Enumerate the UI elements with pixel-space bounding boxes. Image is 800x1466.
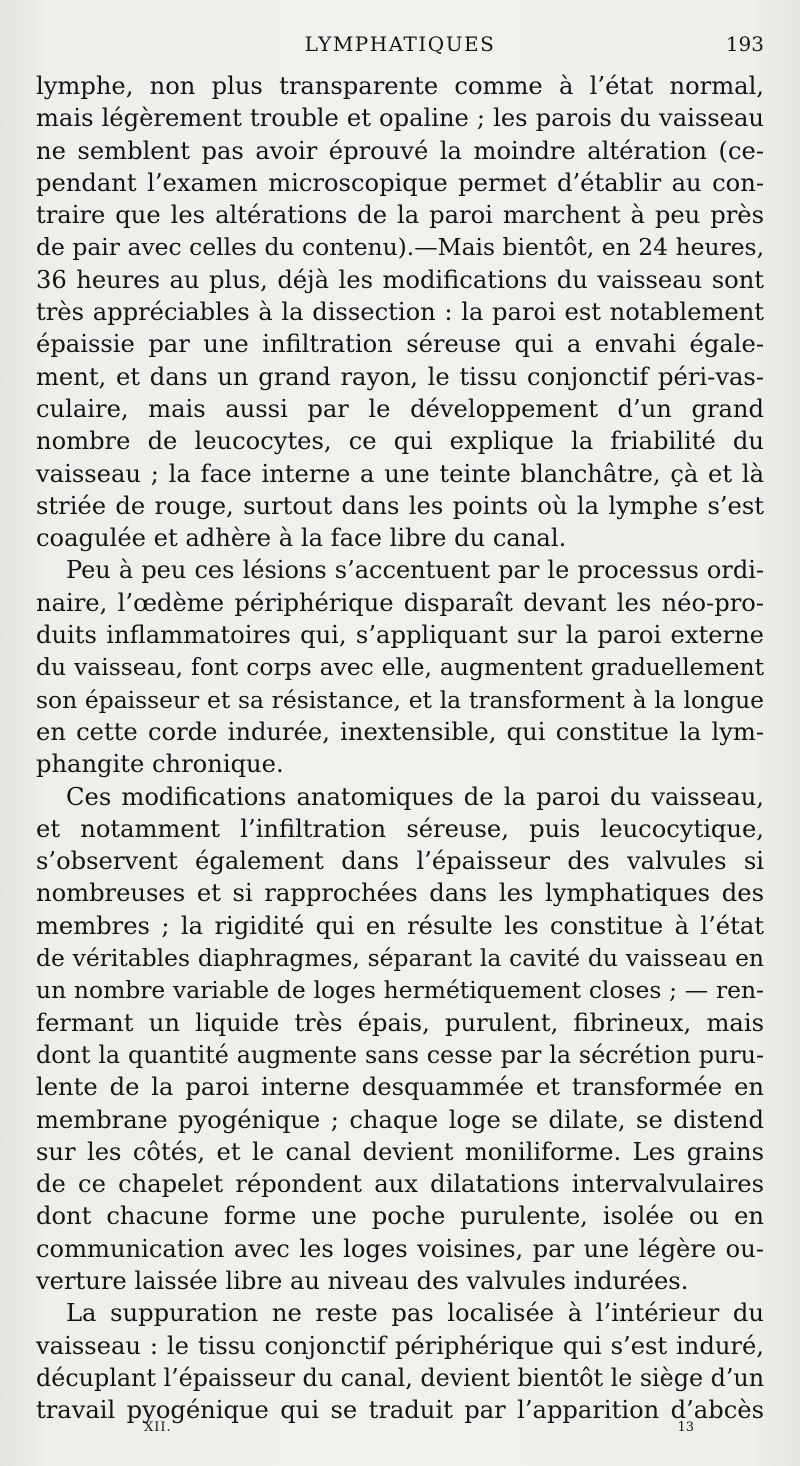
- text-line: 36 heures au plus, déjà les modifications du vaisseau sont: [36, 265, 764, 294]
- text-line: communication avec les loges voisines, par une légère ou-: [36, 1234, 764, 1263]
- text-line: coagulée et adhère à la face libre du canal.: [36, 524, 567, 553]
- sheet-number: 13: [677, 1420, 694, 1435]
- text-line: décuplant l’épaisseur du canal, devient bientôt le siège d’un: [36, 1363, 765, 1392]
- body-text: [36, 70, 764, 1426]
- text-line: nombreuses et si rapprochées dans les lymphatiques des: [36, 879, 764, 908]
- text-line: dont la quantité augmente sans cesse par la sécrétion puru-: [36, 1040, 764, 1069]
- text-line: ment, et dans un grand rayon, le tissu conjonctif péri-vas-: [36, 362, 764, 391]
- text-line: traire que les altérations de la paroi marchent à peu près: [36, 201, 764, 230]
- text-line: lente de la paroi interne desquammée et transformée en: [36, 1073, 764, 1102]
- text-line: dont chacune forme une poche purulente, isolée ou en: [36, 1202, 764, 1231]
- text-line: épaissie par une infiltration séreuse qui a envahi égale-: [36, 330, 764, 359]
- text-line: verture laissée libre au niveau des valvules indurées.: [36, 1266, 689, 1295]
- text-line: mais légèrement trouble et opaline ; les parois du vaisseau: [36, 104, 764, 133]
- text-line: membres ; la rigidité qui en résulte les constitue à l’état: [36, 911, 764, 940]
- text-line: très appréciables à la dissection : la paroi est notablement: [36, 298, 764, 327]
- text-line: naire, l’œdème périphérique disparaît devant les néo-pro-: [36, 588, 764, 617]
- running-header: [36, 32, 764, 62]
- paragraph-3: [36, 781, 764, 1298]
- text-line: sur les côtés, et le canal devient moniliforme. Les grains: [36, 1137, 764, 1166]
- paragraph-4: [36, 1297, 764, 1426]
- page-footer: [36, 1420, 764, 1444]
- running-title: LYMPHATIQUES: [304, 32, 496, 56]
- text-line: du vaisseau, font corps avec elle, augmentent graduellement: [36, 653, 764, 682]
- text-line: duits inflammatoires qui, s’appliquant sur la paroi externe: [36, 621, 764, 650]
- text-line: vaisseau : le tissu conjonctif périphérique qui s’est induré,: [36, 1331, 764, 1360]
- page-number: 193: [725, 32, 764, 56]
- paragraph-1: [36, 70, 764, 554]
- text-line: phangite chronique.: [36, 750, 284, 779]
- text-line: et notamment l’infiltration séreuse, puis leucocytique,: [36, 814, 764, 843]
- text-line: s’observent également dans l’épaisseur des valvules si: [36, 847, 764, 876]
- text-line: Ces modifications anatomiques de la paroi du vaisseau,: [66, 782, 764, 811]
- text-line: son épaisseur et sa résistance, et la transforment à la longue: [36, 685, 764, 714]
- signature-mark: XII.: [144, 1420, 172, 1435]
- text-line: striée de rouge, surtout dans les points où la lymphe s’est: [36, 491, 764, 520]
- text-line: fermant un liquide très épais, purulent, fibrineux, mais: [36, 1008, 764, 1037]
- paragraph-2: [36, 554, 764, 780]
- text-line: ne semblent pas avoir éprouvé la moindre altération (ce-: [36, 136, 764, 165]
- text-line: membrane pyogénique ; chaque loge se dilate, se distend: [36, 1105, 764, 1134]
- text-line: lymphe, non plus transparente comme à l’état normal,: [36, 72, 764, 100]
- text-line: La suppuration ne reste pas localisée à l’intérieur du: [66, 1299, 764, 1328]
- text-line: un nombre variable de loges hermétiquement closes ; — ren-: [36, 976, 764, 1005]
- text-line: de véritables diaphragmes, séparant la cavité du vaisseau en: [36, 944, 764, 973]
- text-line: pendant l’examen microscopique permet d’établir au con-: [36, 168, 764, 197]
- text-line: de pair avec celles du contenu).—Mais bientôt, en 24 heures,: [36, 233, 764, 262]
- text-line: de ce chapelet répondent aux dilatations intervalvulaires: [36, 1170, 764, 1199]
- text-line: culaire, mais aussi par le développement d’un grand: [36, 394, 764, 423]
- text-line: vaisseau ; la face interne a une teinte blanchâtre, çà et là: [36, 459, 764, 488]
- text-line: nombre de leucocytes, ce qui explique la friabilité du: [36, 427, 764, 456]
- text-line: en cette corde indurée, inextensible, qui constitue la lym-: [36, 717, 764, 746]
- text-line: Peu à peu ces lésions s’accentuent par le processus ordi-: [66, 556, 764, 585]
- text-line: travail pyogénique qui se traduit par l’apparition d’abcès: [36, 1396, 764, 1425]
